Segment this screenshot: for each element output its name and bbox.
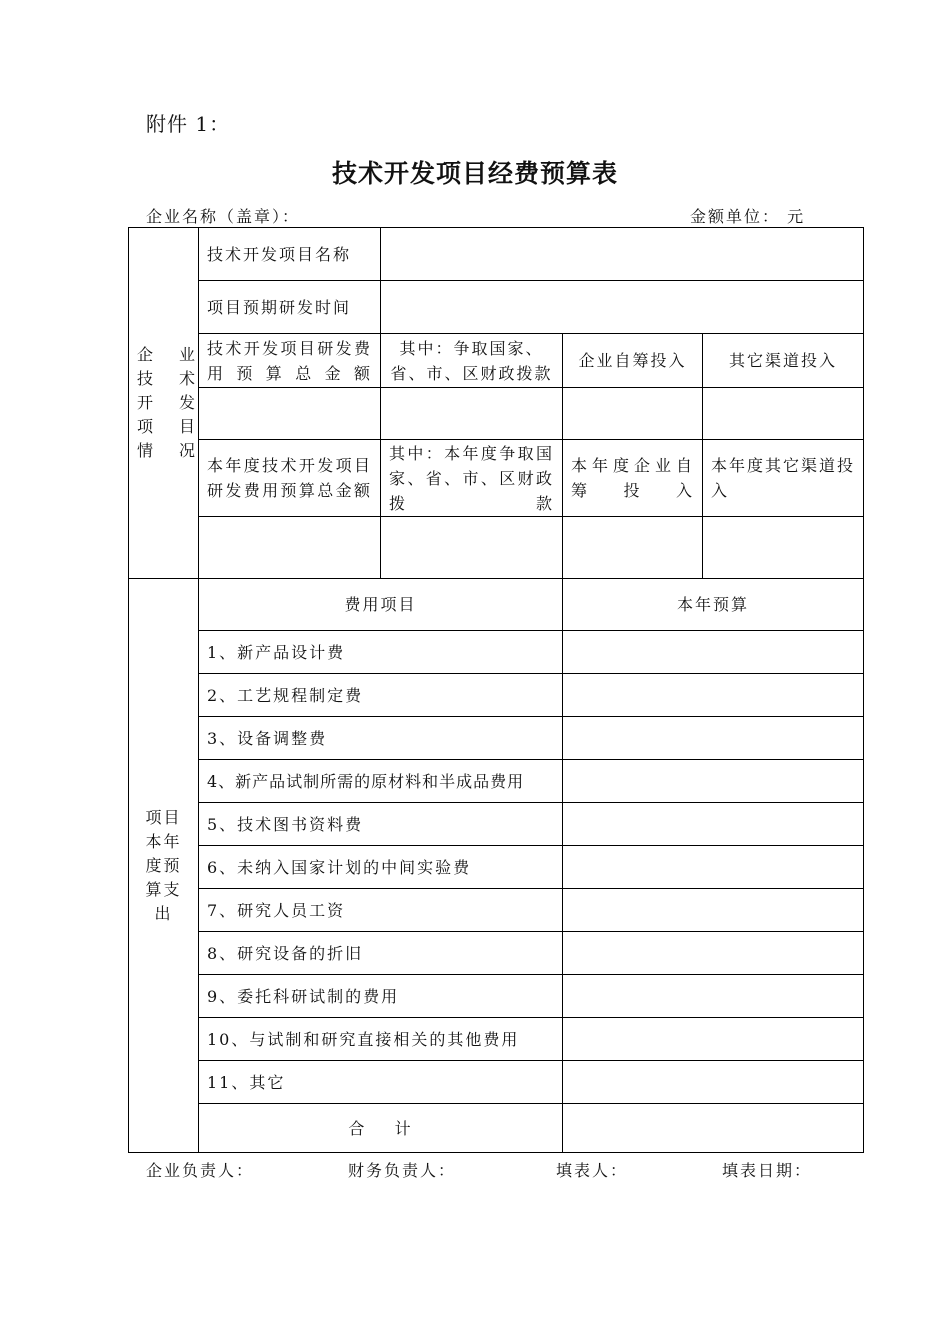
total-budget-value-field[interactable] (563, 1104, 864, 1153)
footer-leader-label: 企业负责人： (146, 1161, 255, 1180)
expense-item-budget-field[interactable] (563, 932, 864, 975)
self-funding-field[interactable] (563, 388, 703, 440)
year-gov-funding-label: 其中：本年度争取国家、省、市、区财政拨款 (381, 440, 563, 517)
expense-item-budget-field[interactable] (563, 674, 864, 717)
expense-item-budget-field[interactable] (563, 1018, 864, 1061)
expense-item-budget-field[interactable] (563, 760, 864, 803)
expense-item-label: 9、委托科研试制的费用 (199, 975, 563, 1018)
project-time-field[interactable] (381, 281, 864, 334)
attachment-label: 附件 1： (146, 112, 231, 136)
project-name-field[interactable] (381, 228, 864, 281)
expense-item-budget-field[interactable] (563, 803, 864, 846)
gov-funding-label: 其中：争取国家、省、市、区财政拨款 (381, 334, 563, 388)
total-label: 合 计 (199, 1104, 563, 1153)
year-other-funding-label: 本年度其它渠道投入 (703, 440, 864, 517)
year-total-budget-field[interactable] (199, 517, 381, 579)
page-title: 技术开发项目经费预算表 (331, 159, 618, 188)
expense-item-label: 4、新产品试制所需的原材料和半成品费用 (199, 760, 563, 803)
expense-item-label: 7、研究人员工资 (199, 889, 563, 932)
company-name-label: 企业名称（盖章）： (146, 207, 301, 226)
expense-item-label: 8、研究设备的折旧 (199, 932, 563, 975)
project-time-label: 项目预期研发时间 (199, 281, 381, 334)
other-funding-label: 其它渠道投入 (703, 334, 864, 388)
self-funding-label: 企业自筹投入 (563, 334, 703, 388)
project-info-side-label: 企 业 技 术 开 发 项 目 情 况 (129, 228, 199, 579)
footer-filler-label: 填表人： (556, 1161, 629, 1180)
col-header-item: 费用项目 (199, 579, 563, 631)
expense-item-label: 1、新产品设计费 (199, 631, 563, 674)
expense-item-budget-field[interactable] (563, 631, 864, 674)
year-self-funding-label: 本年度企业自筹投入 (563, 440, 703, 517)
year-self-funding-field[interactable] (563, 517, 703, 579)
year-other-funding-field[interactable] (703, 517, 864, 579)
budget-table (128, 227, 864, 1153)
gov-funding-field[interactable] (381, 388, 563, 440)
total-budget-label: 技术开发项目研发费用预算总金额 (199, 334, 381, 388)
project-name-label: 技术开发项目名称 (199, 228, 381, 281)
other-funding-field[interactable] (703, 388, 864, 440)
footer-finance-label: 财务负责人： (348, 1161, 457, 1180)
expense-item-budget-field[interactable] (563, 975, 864, 1018)
amount-unit-label: 金额单位： 元 (690, 207, 806, 226)
year-gov-funding-field[interactable] (381, 517, 563, 579)
expense-item-budget-field[interactable] (563, 889, 864, 932)
expense-item-label: 3、设备调整费 (199, 717, 563, 760)
expense-item-budget-field[interactable] (563, 1061, 864, 1104)
expense-item-label: 10、与试制和研究直接相关的其他费用 (199, 1018, 563, 1061)
expense-item-label: 2、工艺规程制定费 (199, 674, 563, 717)
expense-item-label: 11、其它 (199, 1061, 563, 1104)
expense-item-label: 6、未纳入国家计划的中间实验费 (199, 846, 563, 889)
expense-side-label: 项目本年度预算支出 (129, 579, 199, 1153)
total-budget-field[interactable] (199, 388, 381, 440)
footer-date-label: 填表日期： (722, 1161, 813, 1180)
expense-item-budget-field[interactable] (563, 717, 864, 760)
expense-item-budget-field[interactable] (563, 846, 864, 889)
expense-item-label: 5、技术图书资料费 (199, 803, 563, 846)
col-header-budget: 本年预算 (563, 579, 864, 631)
year-total-budget-label: 本年度技术开发项目研发费用预算总金额 (199, 440, 381, 517)
